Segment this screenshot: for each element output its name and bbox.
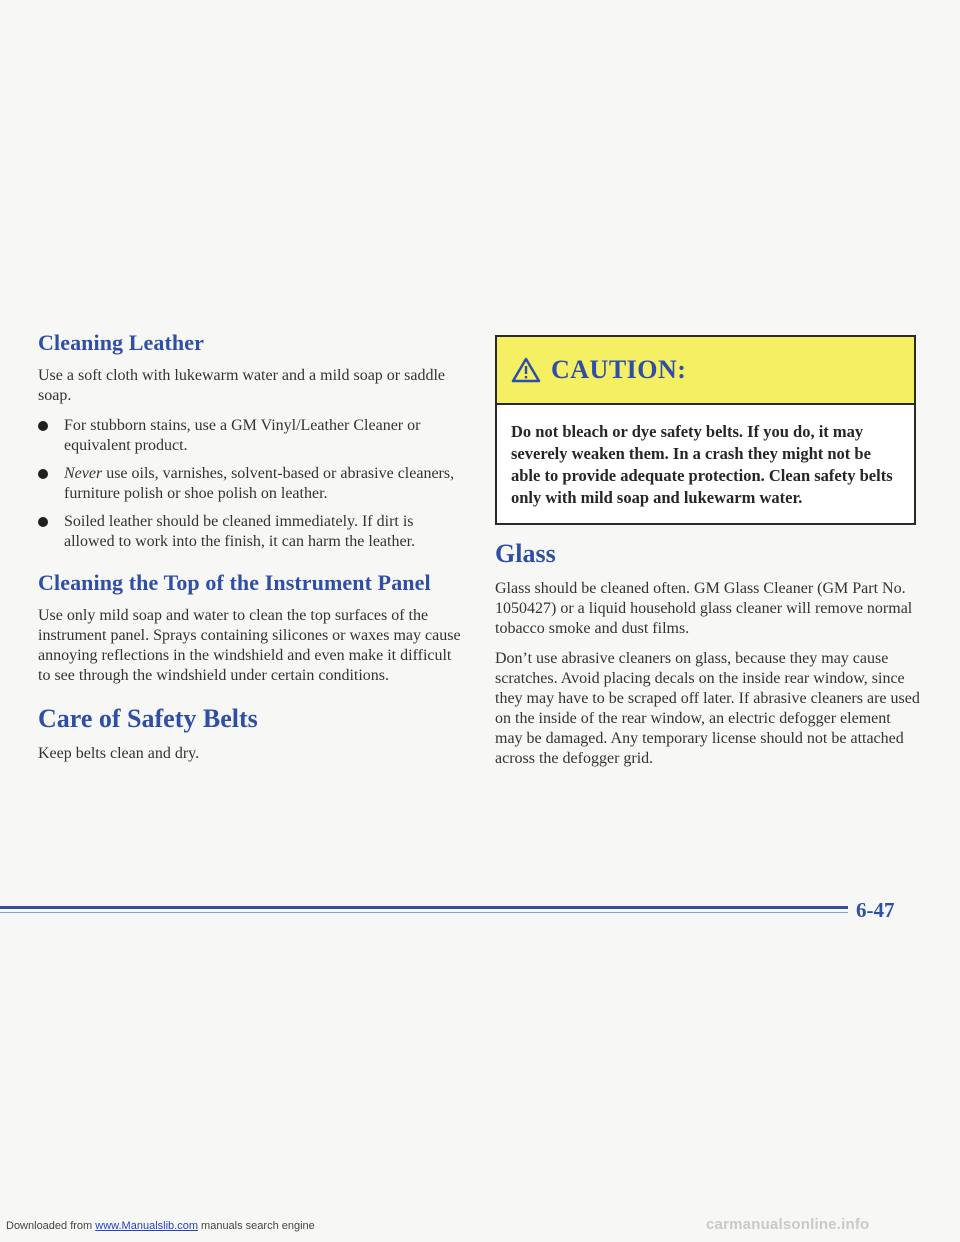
glass-heading: Glass bbox=[495, 539, 556, 568]
safety-belts-heading: Care of Safety Belts bbox=[38, 704, 258, 733]
list-item: Never use oils, varnishes, solvent-based or abrasive cleaners, furniture polish or shoe polish on leather. bbox=[38, 464, 462, 504]
watermark: carmanualsonline.info bbox=[706, 1216, 870, 1233]
instrument-panel-heading: Cleaning the Top of the Instrument Panel bbox=[38, 570, 431, 595]
list-item: For stubborn stains, use a GM Vinyl/Leather Cleaner or equivalent product. bbox=[38, 416, 462, 456]
right-column bbox=[495, 335, 920, 779]
instrument-panel-text: Use only mild soap and water to clean the top surfaces of the instrument panel. Sprays containing silicones or waxes may cause annoying reflections in the windshield and even make it difficult to see through the windshield under certain conditions. bbox=[38, 607, 461, 684]
bullet-icon bbox=[38, 517, 48, 527]
bullet-icon bbox=[38, 421, 48, 431]
leather-intro: Use a soft cloth with lukewarm water and a mild soap or saddle soap. bbox=[38, 367, 445, 404]
list-item: Soiled leather should be cleaned immediately. If dirt is allowed to work into the finish, it can harm the leather. bbox=[38, 512, 462, 552]
caution-text: Do not bleach or dye safety belts. If you do, it may severely weaken them. In a crash they might not be able to provide adequate protection. Clean safety belts only with mild soap and lukewarm water. bbox=[511, 422, 893, 507]
caution-box bbox=[495, 335, 916, 525]
glass-paragraph-1: Glass should be cleaned often. GM Glass Cleaner (GM Part No. 1050427) or a liquid household glass cleaner will remove normal tobacco smoke and dust films. bbox=[495, 580, 913, 637]
leather-bullet-list bbox=[38, 416, 462, 552]
glass-paragraph-2: Don’t use abrasive cleaners on glass, because they may cause scratches. Avoid placing decals on the inside rear window, since they may have to be scraped off later. If abrasive cleaners are used on the inside of the rear window, an electric defogger element may be damaged. Any temporary license should not be attached across the defogger grid. bbox=[495, 650, 920, 767]
page-number: 6-47 bbox=[856, 898, 895, 922]
download-bar: Downloaded from www.Manualslib.com manuals search engine bbox=[6, 1220, 315, 1232]
cleaning-leather-heading: Cleaning Leather bbox=[38, 330, 204, 355]
footer-rule-thin bbox=[0, 912, 848, 913]
caution-header bbox=[497, 337, 914, 405]
warning-triangle-icon bbox=[511, 357, 541, 383]
manualslib-link[interactable]: www.Manualslib.com bbox=[95, 1220, 198, 1232]
left-column bbox=[38, 330, 462, 774]
bullet-icon bbox=[38, 469, 48, 479]
caution-title: CAUTION: bbox=[551, 355, 687, 384]
safety-belts-text: Keep belts clean and dry. bbox=[38, 745, 200, 762]
footer-rule bbox=[0, 906, 848, 909]
